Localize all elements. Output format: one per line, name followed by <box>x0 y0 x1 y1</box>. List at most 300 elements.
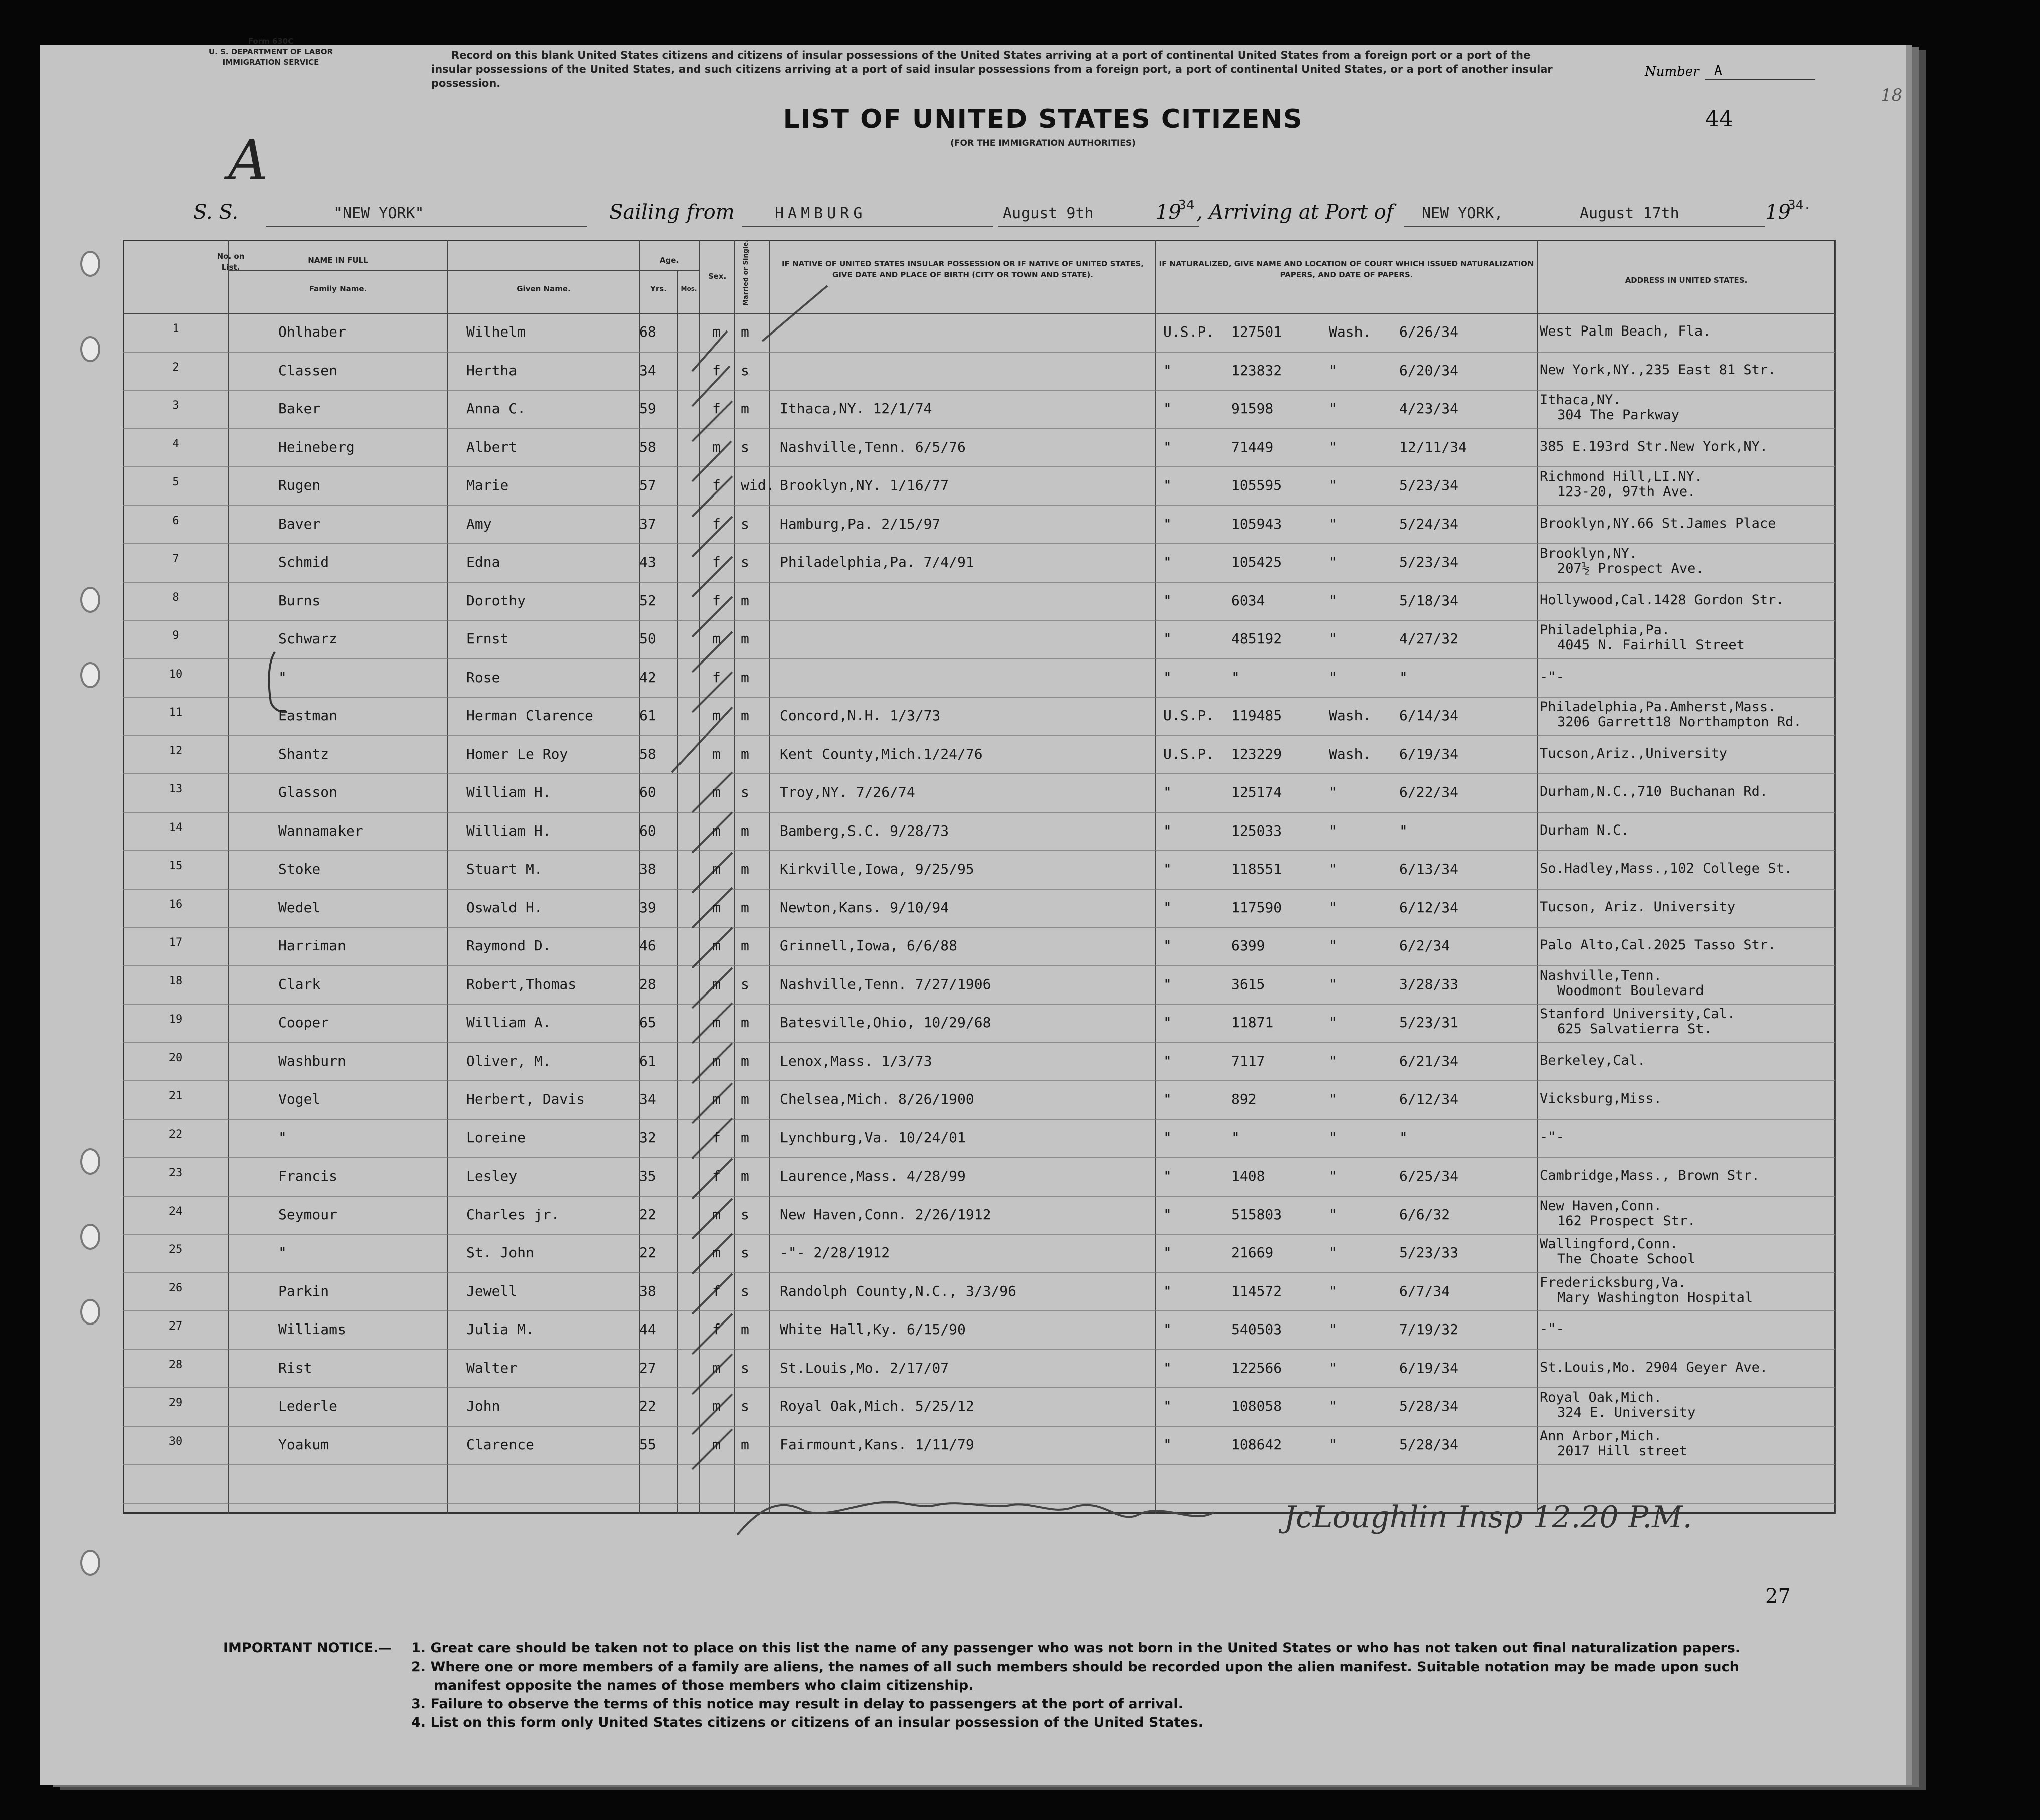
naturalization-type: " <box>1163 1053 1172 1069</box>
table-row <box>123 851 1835 889</box>
court: " <box>1329 439 1337 455</box>
table-row <box>123 1350 1835 1388</box>
col-header-address: ADDRESS IN UNITED STATES. <box>1625 276 1748 285</box>
court: " <box>1329 784 1337 800</box>
sex: m <box>712 1206 721 1223</box>
family-name: Baker <box>278 400 321 417</box>
address-line-1: Philadelphia,Pa. <box>1540 622 1670 638</box>
address-line-1: Berkeley,Cal. <box>1540 1053 1646 1068</box>
birth-place-date: Grinnell,Iowa, 6/6/88 <box>780 937 958 954</box>
corner-mark: 18 <box>1881 85 1903 105</box>
birth-place-date: Concord,N.H. 1/3/73 <box>780 707 941 724</box>
address-line-1: Brooklyn,NY. <box>1540 546 1638 561</box>
sailing-label: Sailing from <box>609 201 735 224</box>
record-instructions: Record on this blank United States citizens and citizens of insular possessions of the United States arriving at a port of continental United States from a foreign port or a port of the insular possessions of the United States, and such citizens arriving at a port of said insular possessions from a foreign port, a port of continental United States, or a port of another insular possession. <box>431 49 1553 89</box>
sex: m <box>712 439 721 455</box>
birth-place-date: Laurence,Mass. 4/28/99 <box>780 1168 966 1184</box>
given-name: Stuart M. <box>466 861 543 877</box>
naturalization-type: " <box>1163 899 1172 916</box>
court: " <box>1329 400 1337 417</box>
row-number: 29 <box>168 1397 183 1409</box>
row-number: 6 <box>172 515 179 527</box>
address-line-2: 162 Prospect Str. <box>1557 1213 1696 1229</box>
family-name: Yoakum <box>278 1436 329 1453</box>
family-name: Harriman <box>278 937 346 954</box>
age-years: 34 <box>639 362 656 379</box>
table-row <box>123 1119 1835 1157</box>
papers-date: " <box>1399 669 1408 686</box>
table-row <box>123 1157 1835 1196</box>
row-number: 11 <box>168 706 183 719</box>
row-number: 22 <box>168 1128 183 1141</box>
address-line-1: Cambridge,Mass., Brown Str. <box>1540 1168 1760 1183</box>
age-years: 44 <box>639 1321 656 1338</box>
given-name: Julia M. <box>466 1321 534 1338</box>
sex: f <box>712 1168 721 1184</box>
table-row <box>123 352 1835 390</box>
family-name: Eastman <box>278 707 338 724</box>
address-line-1: Philadelphia,Pa.Amherst,Mass. <box>1540 699 1776 715</box>
address-line-1: Vicksburg,Miss. <box>1540 1091 1662 1106</box>
address-line-2: 324 E. University <box>1557 1405 1696 1420</box>
age-years: 60 <box>639 822 656 839</box>
sex: f <box>712 1321 721 1338</box>
sex: m <box>712 746 721 762</box>
table-row <box>123 1311 1835 1349</box>
age-years: 34 <box>639 1091 656 1107</box>
court: " <box>1329 1206 1337 1223</box>
marital-status: s <box>741 516 749 532</box>
given-name: Rose <box>466 669 500 686</box>
naturalization-type: " <box>1163 1283 1172 1299</box>
marital-status: m <box>741 1168 749 1184</box>
sex: f <box>712 554 721 570</box>
certificate-number: 11871 <box>1231 1014 1274 1031</box>
naturalization-type: " <box>1163 1244 1172 1261</box>
address-line-1: Durham N.C. <box>1540 822 1629 838</box>
col-header-yrs: Yrs. <box>650 284 667 293</box>
naturalization-type: " <box>1163 976 1172 992</box>
naturalization-type: " <box>1163 1129 1172 1146</box>
court: Wash. <box>1329 323 1372 340</box>
papers-date: 4/27/32 <box>1399 630 1459 647</box>
table-row <box>123 506 1835 544</box>
notice-line-2b: manifest opposite the names of those members who claim citizenship. <box>434 1678 974 1693</box>
age-years: 46 <box>639 937 656 954</box>
row-number: 24 <box>168 1205 183 1218</box>
table-row <box>123 889 1835 927</box>
birth-place-date: Troy,NY. 7/26/74 <box>780 784 915 800</box>
birth-place-date: Chelsea,Mich. 8/26/1900 <box>780 1091 974 1107</box>
row-number: 9 <box>172 629 179 642</box>
papers-date: 6/2/34 <box>1399 937 1450 954</box>
col-header-married: Married or Single. <box>742 239 750 306</box>
row-number: 17 <box>168 936 183 949</box>
marital-status: m <box>741 400 749 417</box>
given-name: William H. <box>466 822 551 839</box>
page-subtitle: (FOR THE IMMIGRATION AUTHORITIES) <box>950 138 1136 148</box>
arrival-date: August 17th <box>1580 205 1679 222</box>
family-name: Ohlhaber <box>278 323 346 340</box>
marital-status: m <box>741 1091 749 1107</box>
age-years: 58 <box>639 439 656 455</box>
naturalization-type: U.S.P. <box>1163 746 1215 762</box>
table-row <box>123 1196 1835 1234</box>
given-name: Anna C. <box>466 400 526 417</box>
address-line-1: Nashville,Tenn. <box>1540 968 1662 983</box>
age-years: 58 <box>639 746 656 762</box>
table-row <box>123 582 1835 620</box>
sex: m <box>712 784 721 800</box>
age-years: 59 <box>639 400 656 417</box>
papers-date: 5/28/34 <box>1399 1398 1459 1414</box>
age-years: 42 <box>639 669 656 686</box>
certificate-number: 21669 <box>1231 1244 1274 1261</box>
age-years: 22 <box>639 1398 656 1414</box>
given-name: Raymond D. <box>466 937 551 954</box>
naturalization-type: " <box>1163 784 1172 800</box>
papers-date: 6/22/34 <box>1399 784 1459 800</box>
row-number: 10 <box>168 668 183 681</box>
naturalization-type: " <box>1163 516 1172 532</box>
age-years: 22 <box>639 1244 656 1261</box>
sex: m <box>712 1244 721 1261</box>
age-years: 57 <box>639 477 656 493</box>
naturalization-type: " <box>1163 1091 1172 1107</box>
birth-place-date: White Hall,Ky. 6/15/90 <box>780 1321 966 1338</box>
certificate-number: 123832 <box>1231 362 1282 379</box>
row-number: 21 <box>168 1090 183 1102</box>
address-line-2: 207½ Prospect Ave. <box>1557 561 1704 576</box>
table-row <box>123 1273 1835 1311</box>
court: " <box>1329 554 1337 570</box>
marital-status: m <box>741 592 749 609</box>
court: " <box>1329 516 1337 532</box>
papers-date: 4/23/34 <box>1399 400 1459 417</box>
signature-stroke <box>737 1502 1214 1535</box>
notice-line-3: 3. Failure to observe the terms of this notice may result in delay to passengers at the port of arrival. <box>411 1696 1183 1712</box>
certificate-number: 105595 <box>1231 477 1282 493</box>
marital-status: wid. <box>741 477 775 493</box>
ship-name: "NEW YORK" <box>333 205 424 222</box>
given-name: Loreine <box>466 1129 526 1146</box>
sex: f <box>712 477 721 493</box>
sheet-number: 44 <box>1705 106 1733 132</box>
papers-date: 6/21/34 <box>1399 1053 1459 1069</box>
table-row <box>123 927 1835 965</box>
family-name: Rugen <box>278 477 321 493</box>
marital-status: s <box>741 362 749 379</box>
row-number: 28 <box>168 1359 183 1371</box>
court: " <box>1329 899 1337 916</box>
certificate-number: 3615 <box>1231 976 1265 992</box>
notice-line-4: 4. List on this form only United States citizens or citizens of an insular possession of the United States. <box>411 1715 1204 1730</box>
marital-status: s <box>741 784 749 800</box>
birth-place-date: Ithaca,NY. 12/1/74 <box>780 400 932 417</box>
certificate-number: 91598 <box>1231 400 1274 417</box>
naturalization-type: U.S.P. <box>1163 323 1215 340</box>
birth-place-date: New Haven,Conn. 2/26/1912 <box>780 1206 991 1223</box>
family-name: Cooper <box>278 1014 329 1031</box>
naturalization-type: " <box>1163 861 1172 877</box>
age-years: 68 <box>639 323 656 340</box>
department-name: U. S. DEPARTMENT OF LABOR <box>208 47 333 56</box>
papers-date: 5/23/34 <box>1399 477 1459 493</box>
sex: f <box>712 1129 721 1146</box>
birth-place-date: Brooklyn,NY. 1/16/77 <box>780 477 949 493</box>
court: " <box>1329 362 1337 379</box>
table-row <box>123 1043 1835 1081</box>
papers-date: 6/26/34 <box>1399 323 1459 340</box>
row-number: 13 <box>168 783 183 795</box>
address-line-1: Wallingford,Conn. <box>1540 1236 1678 1252</box>
family-name: " <box>278 1244 287 1261</box>
sex: m <box>712 976 721 992</box>
certificate-number: 118551 <box>1231 861 1282 877</box>
court: " <box>1329 669 1337 686</box>
given-name: Dorothy <box>466 592 526 609</box>
naturalization-type: " <box>1163 1168 1172 1184</box>
court: " <box>1329 1053 1337 1069</box>
family-name: Francis <box>278 1168 338 1184</box>
birth-place-date: Randolph County,N.C., 3/3/96 <box>780 1283 1017 1299</box>
marital-status: m <box>741 1321 749 1338</box>
marital-status: m <box>741 630 749 647</box>
court: " <box>1329 937 1337 954</box>
age-years: 39 <box>639 899 656 916</box>
family-name: Shantz <box>278 746 329 762</box>
court: Wash. <box>1329 707 1372 724</box>
sex: m <box>712 707 721 724</box>
row-number: 26 <box>168 1282 183 1294</box>
sex: m <box>712 1014 721 1031</box>
col-header-no: No. on List. <box>217 252 245 272</box>
court: " <box>1329 1244 1337 1261</box>
table-row <box>123 659 1835 697</box>
certificate-number: 123229 <box>1231 746 1282 762</box>
marital-status: m <box>741 669 749 686</box>
court: " <box>1329 1321 1337 1338</box>
birth-place-date: Newton,Kans. 9/10/94 <box>780 899 949 916</box>
given-name: Herbert, Davis <box>466 1091 585 1107</box>
address-line-1: Tucson,Ariz.,University <box>1540 746 1727 761</box>
marital-status: m <box>741 707 749 724</box>
court: " <box>1329 1398 1337 1414</box>
marital-status: s <box>741 439 749 455</box>
certificate-number: 540503 <box>1231 1321 1282 1338</box>
certificate-number: 108058 <box>1231 1398 1282 1414</box>
naturalization-type: U.S.P. <box>1163 707 1215 724</box>
col-header-mos: Mos. <box>681 285 697 292</box>
papers-date: 6/19/34 <box>1399 1360 1459 1376</box>
given-name: Wilhelm <box>466 323 526 340</box>
table-row <box>123 390 1835 428</box>
birth-place-date: Bamberg,S.C. 9/28/73 <box>780 822 949 839</box>
col-header-name-in-full: NAME IN FULL <box>308 256 368 265</box>
arrival-year-prefix: 19 <box>1765 201 1791 224</box>
given-name: Ernst <box>466 630 509 647</box>
court: " <box>1329 976 1337 992</box>
given-name: Marie <box>466 477 509 493</box>
certificate-number: 6034 <box>1231 592 1265 609</box>
papers-date: 5/23/33 <box>1399 1244 1459 1261</box>
naturalization-type: " <box>1163 1436 1172 1453</box>
naturalization-type: " <box>1163 630 1172 647</box>
papers-date: " <box>1399 822 1408 839</box>
address-line-2: 3206 Garrett18 Northampton Rd. <box>1557 714 1802 730</box>
papers-date: 6/20/34 <box>1399 362 1459 379</box>
birth-place-date: St.Louis,Mo. 2/17/07 <box>780 1360 949 1376</box>
age-years: 22 <box>639 1206 656 1223</box>
notice-line-2: 2. Where one or more members of a family are aliens, the names of all such members should be recorded upon the alien manifest. Suitable notation may be made upon such <box>411 1659 1739 1675</box>
naturalization-type: " <box>1163 1360 1172 1376</box>
papers-date: 6/12/34 <box>1399 899 1459 916</box>
given-name: Edna <box>466 554 500 570</box>
given-name: Albert <box>466 439 518 455</box>
table-row <box>123 966 1835 1004</box>
row-number: 16 <box>168 898 183 911</box>
given-name: St. John <box>466 1244 534 1261</box>
address-line-2: 4045 N. Fairhill Street <box>1557 637 1745 653</box>
certificate-number: 105425 <box>1231 554 1282 570</box>
arrival-year: 34. <box>1788 198 1811 213</box>
marital-status: m <box>741 1129 749 1146</box>
sex: m <box>712 1436 721 1453</box>
age-years: 32 <box>639 1129 656 1146</box>
court: " <box>1329 592 1337 609</box>
address-line-1: -"- <box>1540 669 1564 685</box>
family-name: Glasson <box>278 784 338 800</box>
naturalization-type: " <box>1163 592 1172 609</box>
address-line-1: Royal Oak,Mich. <box>1540 1390 1662 1405</box>
marital-status: m <box>741 1014 749 1031</box>
address-line-1: -"- <box>1540 1321 1564 1337</box>
papers-date: 5/18/34 <box>1399 592 1459 609</box>
marital-status: m <box>741 822 749 839</box>
certificate-number: 105943 <box>1231 516 1282 532</box>
table-row <box>123 736 1835 774</box>
certificate-number: " <box>1231 1129 1240 1146</box>
birth-place-date: Nashville,Tenn. 7/27/1906 <box>780 976 991 992</box>
court: Wash. <box>1329 746 1372 762</box>
marital-status: m <box>741 861 749 877</box>
sex: f <box>712 362 721 379</box>
address-line-1: So.Hadley,Mass.,102 College St. <box>1540 861 1792 876</box>
table-row <box>123 1426 1835 1464</box>
court: " <box>1329 1360 1337 1376</box>
address-line-1: Palo Alto,Cal.2025 Tasso Str. <box>1540 937 1776 953</box>
age-years: 55 <box>639 1436 656 1453</box>
sex: m <box>712 1053 721 1069</box>
address-line-1: 385 E.193rd Str.New York,NY. <box>1540 439 1768 454</box>
marital-status: m <box>741 323 749 340</box>
row-number: 23 <box>168 1167 183 1179</box>
table-row <box>123 1388 1835 1426</box>
papers-date: 5/28/34 <box>1399 1436 1459 1453</box>
departure-port: HAMBURG <box>775 205 867 222</box>
naturalization-type: " <box>1163 477 1172 493</box>
birth-place-date: Fairmount,Kans. 1/11/79 <box>780 1436 974 1453</box>
birth-place-date: -"- 2/28/1912 <box>780 1244 890 1261</box>
family-name: Seymour <box>278 1206 338 1223</box>
age-years: 27 <box>639 1360 656 1376</box>
handwritten-mark: A <box>228 128 268 192</box>
family-name: Vogel <box>278 1091 321 1107</box>
naturalization-type: " <box>1163 439 1172 455</box>
birth-place-date: Lenox,Mass. 1/3/73 <box>780 1053 932 1069</box>
given-name: William H. <box>466 784 551 800</box>
given-name: Hertha <box>466 362 518 379</box>
certificate-number: 485192 <box>1231 630 1282 647</box>
marital-status: m <box>741 1436 749 1453</box>
marital-status: m <box>741 899 749 916</box>
family-name: Heineberg <box>278 439 355 455</box>
sex: m <box>712 1398 721 1414</box>
age-years: 52 <box>639 592 656 609</box>
court: " <box>1329 1129 1337 1146</box>
certificate-number: " <box>1231 669 1240 686</box>
marital-status: s <box>741 1283 749 1299</box>
address-line-2: The Choate School <box>1557 1251 1696 1267</box>
address-line-1: Stanford University,Cal. <box>1540 1006 1736 1022</box>
age-years: 28 <box>639 976 656 992</box>
row-number: 4 <box>172 438 179 450</box>
family-name: Stoke <box>278 861 321 877</box>
arriving-label: , Arriving at Port of <box>1196 201 1394 224</box>
page-title: LIST OF UNITED STATES CITIZENS <box>783 104 1303 134</box>
address-line-2: 304 The Parkway <box>1557 407 1679 423</box>
inspector-signature: JcLoughlin Insp 12.20 P.M. <box>1284 1500 1692 1535</box>
family-name: Lederle <box>278 1398 338 1414</box>
certificate-number: 125033 <box>1231 822 1282 839</box>
family-name: Burns <box>278 592 321 609</box>
table-row <box>123 774 1835 812</box>
certificate-number: 7117 <box>1231 1053 1265 1069</box>
address-line-1: Fredericksburg,Va. <box>1540 1275 1686 1290</box>
certificate-number: 122566 <box>1231 1360 1282 1376</box>
marital-status: s <box>741 1206 749 1223</box>
table-row <box>123 697 1835 735</box>
papers-date: 6/6/32 <box>1399 1206 1450 1223</box>
court: " <box>1329 822 1337 839</box>
address-line-1: Durham,N.C.,710 Buchanan Rd. <box>1540 784 1768 799</box>
arrival-port: NEW YORK, <box>1422 205 1503 222</box>
given-name: William A. <box>466 1014 551 1031</box>
marital-status: m <box>741 1053 749 1069</box>
row-number: 27 <box>168 1320 183 1333</box>
ss-label: S. S. <box>193 201 239 224</box>
family-name: Baver <box>278 516 321 532</box>
col-header-family: Family Name. <box>309 284 367 293</box>
papers-date: 5/23/31 <box>1399 1014 1459 1031</box>
naturalization-type: " <box>1163 400 1172 417</box>
address-line-1: New York,NY.,235 East 81 Str. <box>1540 362 1776 378</box>
family-name: Rist <box>278 1360 312 1376</box>
naturalization-type: " <box>1163 362 1172 379</box>
row-number: 14 <box>168 821 183 834</box>
col-header-given: Given Name. <box>517 284 571 293</box>
family-name: " <box>278 1129 287 1146</box>
given-name: Robert,Thomas <box>466 976 577 992</box>
naturalization-type: " <box>1163 822 1172 839</box>
age-years: 65 <box>639 1014 656 1031</box>
court: " <box>1329 1283 1337 1299</box>
sex: m <box>712 1091 721 1107</box>
birth-place-date: Lynchburg,Va. 10/24/01 <box>780 1129 966 1146</box>
family-name: Schwarz <box>278 630 338 647</box>
row-number: 1 <box>172 322 179 335</box>
age-years: 38 <box>639 1283 656 1299</box>
